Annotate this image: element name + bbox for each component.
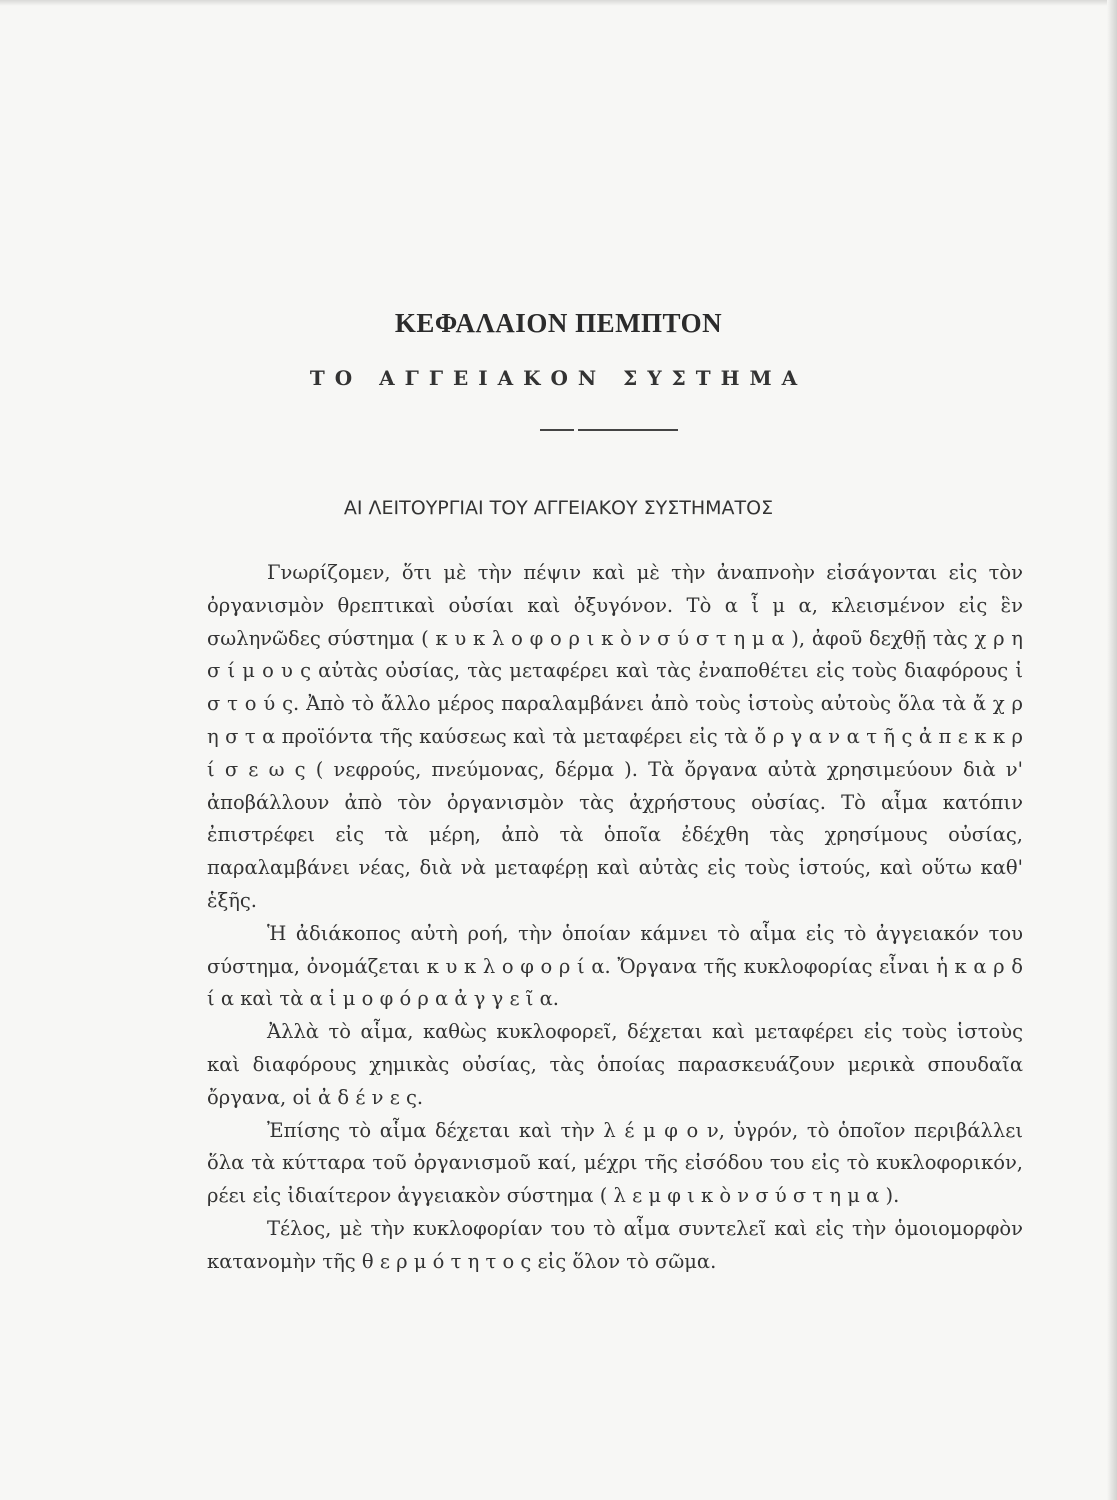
divider-short bbox=[540, 429, 574, 431]
paragraph-2: Ἡ ἀδιάκοπος αὐτὴ ροή, τὴν ὁποίαν κάμνει τὸ αἷμα εἰς τὸ ἀγγειακόν του σύστημα, ὀνομάζεται κ υ κ λ ο φ ο ρ ί α. Ὄργανα τῆς κυκλοφορίας εἶναι ἡ κ α ρ δ ί α καὶ τὰ α ἱ μ ο φ ό ρ α ἀ γ γ ε ῖ α. bbox=[207, 921, 1023, 1011]
page-edge-top bbox=[0, 0, 1117, 6]
paragraph-1: Γνωρίζομεν, ὅτι μὲ τὴν πέψιν καὶ μὲ τὴν ἀναπνοὴν εἰσάγονται εἰς τὸν ὀργανισμὸν θρεπτικαὶ οὐσίαι καὶ ὀξυγόνον. Τὸ α ἷ μ α, κλεισμένον εἰς ἓν σωληνῶδες σύστημα ( κ υ κ λ ο φ ο ρ ι κ ὸ ν σ ύ σ τ η μ α ), ἀφοῦ δεχθῇ τὰς χ ρ η σ ί μ ο υ ς αὐτὰς οὐσίας, τὰς μεταφέρει καὶ τὰς ἐναποθέτει εἰς τοὺς διαφόρους ἱ σ τ ο ύ ς. Ἀπὸ τὸ ἄλλο μέρος παραλαμβάνει ἀπὸ τοὺς ἱστοὺς αὐτοὺς ὅλα τὰ ἄ χ ρ η σ τ α προϊόντα τῆς καύσεως καὶ τὰ μεταφέρει εἰς τὰ ὄ ρ γ α ν α τ ῆ ς ἀ π ε κ κ ρ ί σ ε ω ς ( νεφρούς, πνεύμονας, δέρμα ). Τὰ ὄργανα αὐτὰ χρησιμεύουν διὰ ν' ἀποβάλλουν ἀπὸ τὸν ὀργανισμὸν τὰς ἀχρήστους οὐσίας. Τὸ αἷμα κατόπιν ἐπιστρέφει εἰς τὰ μέρη, ἀπὸ τὰ ὁποῖα ἐδέχθη τὰς χρησίμους οὐσίας, παραλαμβάνει νέας, διὰ νὰ μεταφέρῃ καὶ αὐτὰς εἰς τοὺς ἱστούς, καὶ οὕτω καθ' ἑξῆς. bbox=[207, 561, 1023, 912]
chapter-subtitle: ΤΟ ΑΓΓΕΙΑΚΟΝ ΣΥΣΤΗΜΑ bbox=[309, 366, 808, 390]
body-text bbox=[207, 557, 1023, 1279]
paragraph-3: Ἀλλὰ τὸ αἷμα, καθὼς κυκλοφορεῖ, δέχεται καὶ μεταφέρει εἰς τοὺς ἱστοὺς καὶ διαφόρους χημικὰς οὐσίας, τὰς ὁποίας παρασκευάζουν μερικὰ σπουδαῖα ὄργανα, οἱ ἀ δ έ ν ε ς. bbox=[207, 1020, 1023, 1109]
divider-long bbox=[578, 429, 678, 431]
section-title: ΑΙ ΛΕΙΤΟΥΡΓΙΑΙ ΤΟΥ ΑΓΓΕΙΑΚΟΥ ΣΥΣΤΗΜΑΤΟΣ bbox=[343, 497, 774, 519]
chapter-title: ΚΕΦΑΛΑΙΟΝ ΠΕΜΠΤΟΝ bbox=[394, 308, 723, 338]
paragraph-4: Ἐπίσης τὸ αἷμα δέχεται καὶ τὴν λ έ μ φ ο ν, ὑγρόν, τὸ ὁποῖον περιβάλλει ὅλα τὰ κύτταρα τοῦ ὀργανισμοῦ καί, μέχρι τῆς εἰσόδου του εἰς τὸ κυκλοφορικόν, ρέει εἰς ἰδιαίτερον ἀγγειακὸν σύστημα ( λ ε μ φ ι κ ὸ ν σ ύ σ τ η μ α ). bbox=[207, 1118, 1023, 1208]
paragraph-5: Τέλος, μὲ τὴν κυκλοφορίαν του τὸ αἷμα συντελεῖ καὶ εἰς τὴν ὁμοιομορφὸν κατανομὴν τῆς θ ε ρ μ ό τ η τ ο ς εἰς ὅλον τὸ σῶμα. bbox=[207, 1216, 1023, 1273]
page-edge-right bbox=[1107, 0, 1117, 1500]
